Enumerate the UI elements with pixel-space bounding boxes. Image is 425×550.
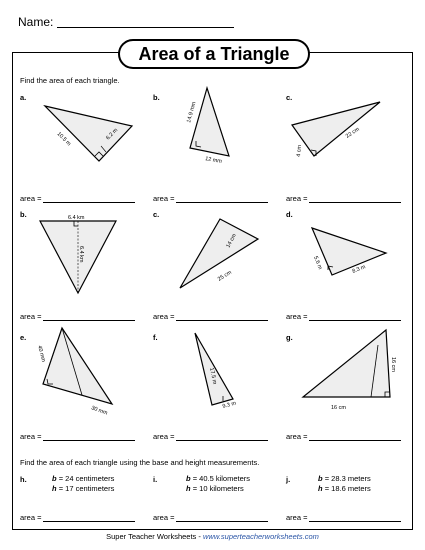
dim-c-side: 4 cm [296, 144, 304, 158]
label-h: h. [20, 475, 27, 484]
height-value: = 10 kilometers [192, 484, 244, 493]
instruction-2: Find the area of each triangle using the base and height measurements. [20, 458, 260, 467]
dim-a-side: 10.5 m [55, 131, 72, 148]
dim-d-base: 8.3 m [351, 264, 367, 275]
area-label: area = [20, 312, 42, 321]
area-answer-i[interactable] [153, 513, 268, 522]
dim-f-base: 9.3 m [221, 400, 237, 410]
area-answer-f[interactable] [153, 432, 268, 441]
label-c2: c. [153, 210, 160, 219]
area-label: area = [153, 432, 175, 441]
dim-d-side: 5.6 m [312, 255, 323, 271]
area-answer-e[interactable] [20, 432, 135, 441]
label-i: i. [153, 475, 158, 484]
base-var: b [186, 474, 191, 483]
answer-line[interactable] [43, 432, 135, 441]
measurements-j [318, 474, 371, 494]
area-label: area = [286, 432, 308, 441]
area-answer-g[interactable] [286, 432, 401, 441]
answer-line[interactable] [43, 513, 135, 522]
dim-b2-base: 6.4 km [68, 215, 85, 221]
height-var: h [186, 484, 191, 493]
triangle-e [43, 328, 112, 404]
measurements-h [52, 474, 114, 494]
name-label: Name: [18, 15, 54, 29]
footer [0, 532, 425, 541]
base-value: = 40.5 kilometers [192, 474, 251, 483]
answer-line[interactable] [176, 432, 268, 441]
area-answer-a[interactable] [20, 194, 135, 203]
area-answer-c2[interactable] [153, 312, 268, 321]
label-j: j. [286, 475, 291, 484]
label-c: c. [286, 93, 293, 102]
area-label: area = [20, 194, 42, 203]
area-label: area = [153, 194, 175, 203]
dim-a-height: 6.2 m [105, 127, 120, 142]
answer-line[interactable] [309, 432, 401, 441]
measurements-i [186, 474, 250, 494]
area-label: area = [286, 194, 308, 203]
area-answer-h[interactable] [20, 513, 135, 522]
area-answer-j[interactable] [286, 513, 401, 522]
answer-line[interactable] [309, 312, 401, 321]
dim-c-base: 22 cm [344, 126, 361, 140]
answer-line[interactable] [176, 194, 268, 203]
answer-line[interactable] [176, 312, 268, 321]
height-value: = 18.6 meters [324, 484, 371, 493]
base-value: = 24 centimeters [58, 474, 115, 483]
dim-g-height: 16 cm [390, 357, 396, 372]
dim-b-side: 14.9 mm [186, 101, 198, 124]
area-label: area = [20, 513, 42, 522]
answer-line[interactable] [309, 513, 401, 522]
area-answer-b2[interactable] [20, 312, 135, 321]
height-var: h [52, 484, 57, 493]
answer-line[interactable] [176, 513, 268, 522]
label-b2: b. [20, 210, 27, 219]
dim-e-base: 30 mm [90, 405, 109, 417]
area-label: area = [153, 513, 175, 522]
footer-text: Super Teacher Worksheets - [106, 532, 203, 541]
page-title: Area of a Triangle [118, 39, 310, 69]
label-b: b. [153, 93, 160, 102]
area-label: area = [153, 312, 175, 321]
area-answer-b[interactable] [153, 194, 268, 203]
dim-b2-height: 6.4 km [78, 246, 84, 263]
base-var: b [52, 474, 57, 483]
instruction-1: Find the area of each triangle. [20, 76, 120, 85]
answer-line[interactable] [309, 194, 401, 203]
label-a: a. [20, 93, 27, 102]
triangle-g [303, 330, 390, 397]
dim-e-height: 40 mm [36, 344, 47, 363]
dim-f-height: 17.5 m [208, 367, 218, 385]
label-f: f. [153, 333, 158, 342]
area-label: area = [20, 432, 42, 441]
area-answer-c[interactable] [286, 194, 401, 203]
dim-g-base: 16 cm [331, 405, 346, 411]
dim-b-base: 12 mm [204, 156, 223, 165]
footer-link[interactable]: www.superteacherworksheets.com [202, 532, 319, 541]
dim-c2-base: 25 cm [216, 269, 233, 283]
area-label: area = [286, 513, 308, 522]
base-var: b [318, 474, 323, 483]
answer-line[interactable] [43, 312, 135, 321]
label-d: d. [286, 210, 293, 219]
label-e: e. [20, 333, 27, 342]
height-var: h [318, 484, 323, 493]
area-label: area = [286, 312, 308, 321]
label-g: g. [286, 333, 293, 342]
base-value: = 28.3 meters [324, 474, 371, 483]
dim-c2-side: 14 cm [225, 232, 238, 249]
answer-line[interactable] [43, 194, 135, 203]
triangle-c [292, 102, 380, 156]
area-answer-d[interactable] [286, 312, 401, 321]
height-value: = 17 centimeters [58, 484, 115, 493]
